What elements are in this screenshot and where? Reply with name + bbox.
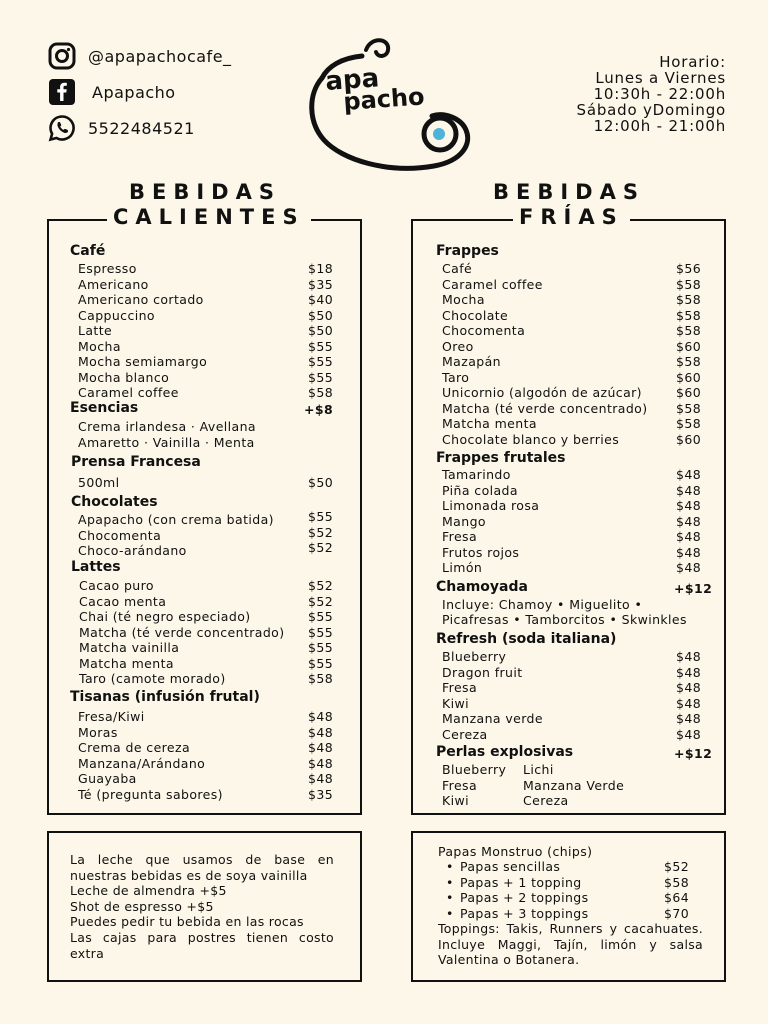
tisana-item-name: Moras	[78, 724, 118, 740]
latte-item-name: Matcha (té verde concentrado)	[79, 624, 285, 640]
refresh-item-name: Fresa	[442, 680, 478, 695]
hot-title-line2: CALIENTES	[107, 205, 311, 229]
section-lattes: Lattes	[71, 559, 121, 575]
tisana-item-price: $35	[308, 786, 334, 802]
refresh-item-name: Manzana verde	[442, 711, 543, 726]
tisana-item-price: $48	[308, 740, 334, 755]
toppings-text: Toppings: Takis, Runners y cacahuates. Incluye Maggi, Tajín, limón y salsa Valentina o Botanera.	[438, 921, 703, 968]
frappe-item-name: Matcha menta	[442, 416, 537, 431]
section-frappes-frutales: Frappes frutales	[436, 450, 566, 466]
frutal-item-name: Frutos rojos	[442, 544, 520, 560]
note-line: Shot de espresso +$5	[70, 898, 214, 914]
facebook-name: Apapacho	[92, 82, 176, 102]
tisana-item-price: $48	[308, 771, 334, 786]
frappe-item-price: $58	[676, 416, 702, 431]
chocolate-item-name: Apapacho (con crema batida)	[78, 512, 274, 527]
cafe-item-price: $55	[308, 369, 334, 385]
frappe-item-name: Mazapán	[442, 354, 501, 369]
cold-title-line2: FRÍAS	[513, 205, 630, 229]
frappe-item-name: Chocolate blanco y berries	[442, 431, 620, 447]
latte-item-price: $52	[308, 593, 334, 609]
perlas-flavor: Fresa	[442, 777, 478, 793]
latte-item-name: Cacao menta	[79, 593, 167, 609]
opening-hours	[577, 54, 726, 134]
latte-item-price: $55	[308, 655, 334, 671]
refresh-item-name: Blueberry	[442, 649, 507, 664]
latte-item-price: $52	[308, 578, 334, 593]
refresh-item-name: Kiwi	[442, 695, 469, 711]
frappe-item-name: Chocolate	[442, 307, 509, 323]
latte-item-price: $55	[308, 624, 334, 640]
cafe-item-name: Mocha blanco	[78, 369, 170, 385]
frutal-item-name: Mango	[442, 513, 486, 529]
esencias-line1: Crema irlandesa · Avellana	[78, 419, 256, 434]
esencias-line2: Amaretto · Vainilla · Menta	[78, 435, 255, 450]
papas-bullet: •	[446, 890, 454, 906]
frutal-item-price: $48	[676, 513, 702, 529]
cafe-item-name: Latte	[78, 323, 113, 338]
tisana-item-name: Manzana/Arándano	[78, 755, 206, 771]
frappe-item-price: $58	[676, 354, 702, 369]
tisana-item-name: Guayaba	[78, 771, 137, 786]
papas-item-name: Papas + 3 toppings	[460, 905, 589, 921]
chamoyada-line1: Incluye: Chamoy • Miguelito •	[442, 597, 643, 612]
frutal-item-price: $48	[676, 467, 702, 482]
frutal-item-name: Fresa	[442, 529, 478, 544]
section-cafe: Café	[70, 243, 106, 259]
frappe-item-price: $58	[676, 276, 702, 292]
section-chamoyada: Chamoyada	[436, 579, 528, 595]
frutal-item-name: Limón	[442, 560, 483, 575]
refresh-item-price: $48	[676, 695, 702, 711]
frutal-item-name: Tamarindo	[442, 467, 511, 482]
phone-number: 5522484521	[88, 118, 195, 138]
instagram-handle: @apapachocafe_	[88, 46, 232, 66]
apapacho-logo	[300, 30, 480, 180]
note-line: Leche de almendra +$5	[70, 883, 227, 899]
frappe-item-name: Café	[442, 261, 473, 276]
cafe-item-price: $50	[308, 323, 334, 338]
cafe-item-name: Americano cortado	[78, 292, 204, 307]
refresh-item-name: Dragon fruit	[442, 664, 523, 680]
logo-text-pacho: pacho	[342, 82, 426, 116]
chocolate-item-name: Chocomenta	[78, 527, 162, 543]
cold-title-line1: BEBIDAS	[493, 180, 645, 204]
frappe-item-price: $60	[676, 369, 702, 385]
hot-drinks-panel	[47, 205, 362, 815]
facebook-link[interactable]	[46, 74, 232, 110]
chamoyada-price: +$12	[674, 581, 713, 596]
latte-item-name: Taro (camote morado)	[79, 671, 226, 686]
papas-item-price: $64	[664, 890, 690, 906]
note-line: Las cajas para postres tienen costo extra	[70, 929, 334, 961]
section-esencias: Esencias	[70, 400, 139, 416]
frappe-item-price: $58	[676, 307, 702, 323]
cafe-item-price: $55	[308, 354, 334, 369]
frutal-item-price: $48	[676, 560, 702, 575]
instagram-icon	[46, 40, 78, 72]
latte-item-name: Chai (té negro especiado)	[79, 609, 251, 624]
frappe-item-name: Mocha	[442, 292, 485, 307]
section-prensa: Prensa Francesa	[71, 454, 201, 470]
cafe-item-name: Mocha	[78, 338, 121, 354]
frappe-item-price: $60	[676, 385, 702, 400]
notes-text	[70, 852, 334, 961]
cafe-item-name: Cappuccino	[78, 307, 155, 323]
hours-weekday-time: 10:30h - 22:00h	[593, 85, 726, 103]
whatsapp-link[interactable]	[46, 110, 232, 146]
cafe-item-name: Caramel coffee	[78, 385, 179, 400]
refresh-item-price: $48	[676, 726, 702, 742]
cafe-item-price: $18	[308, 261, 334, 276]
note-line: Puedes pedir tu bebida en las rocas	[70, 914, 304, 930]
papas-bullet: •	[446, 905, 454, 921]
cafe-item-name: Mocha semiamargo	[78, 354, 208, 369]
latte-item-price: $58	[308, 671, 334, 686]
latte-item-name: Matcha vainilla	[79, 640, 180, 655]
cafe-item-price: $40	[308, 292, 334, 307]
latte-item-price: $55	[308, 640, 334, 655]
frutal-item-name: Limonada rosa	[442, 498, 540, 513]
tisana-item-name: Crema de cereza	[78, 740, 191, 755]
frappe-item-name: Unicornio (algodón de azúcar)	[442, 385, 642, 400]
section-frappes: Frappes	[436, 243, 499, 259]
section-chocolates: Chocolates	[71, 494, 158, 510]
hot-title-line1: BEBIDAS	[129, 180, 281, 204]
papas-item-price: $52	[664, 859, 690, 874]
cafe-item-name: Espresso	[78, 261, 137, 276]
frappe-item-name: Matcha (té verde concentrado)	[442, 400, 648, 416]
chamoyada-line2: Picafresas • Tamborcitos • Skwinkles	[442, 612, 687, 627]
section-tisanas: Tisanas (infusión frutal)	[70, 689, 260, 705]
facebook-icon	[46, 76, 78, 108]
hours-title: Horario:	[659, 53, 726, 71]
papas-item-name: Papas + 1 topping	[460, 874, 582, 890]
hours-weekend-time: 12:00h - 21:00h	[593, 117, 726, 135]
papas-panel	[411, 831, 726, 982]
latte-item-name: Cacao puro	[79, 578, 154, 593]
hours-weekdays: Lunes a Viernes	[595, 69, 726, 87]
perlas-flavor: Lichi	[523, 762, 554, 777]
frutal-item-price: $48	[676, 482, 702, 498]
cafe-item-name: Americano	[78, 276, 149, 292]
section-perlas: Perlas explosivas	[436, 744, 574, 760]
papas-item-price: $58	[664, 874, 690, 890]
frappe-item-name: Caramel coffee	[442, 276, 543, 292]
latte-item-price: $55	[308, 609, 334, 624]
papas-item-name: Papas sencillas	[460, 859, 561, 874]
note-line: La leche que usamos de base en nuestras bebidas es de soya vainilla	[70, 852, 334, 883]
refresh-item-price: $48	[676, 711, 702, 726]
tisana-item-price: $48	[308, 709, 334, 724]
tisana-item-price: $48	[308, 755, 334, 771]
whatsapp-icon	[46, 112, 78, 144]
social-links	[46, 38, 232, 146]
papas-item-name: Papas + 2 toppings	[460, 890, 589, 906]
perlas-price: +$12	[674, 746, 713, 761]
cafe-item-price: $58	[308, 385, 334, 400]
frappe-item-name: Taro	[442, 369, 470, 385]
frappe-item-price: $58	[676, 292, 702, 307]
frutal-item-name: Piña colada	[442, 482, 518, 498]
papas-bullet: •	[446, 859, 454, 874]
frappe-item-price: $58	[676, 400, 702, 416]
frappe-item-price: $58	[676, 323, 702, 338]
latte-item-name: Matcha menta	[79, 655, 174, 671]
perlas-flavor: Kiwi	[442, 793, 469, 808]
cafe-item-price: $35	[308, 276, 334, 292]
milk-notes-panel	[47, 831, 362, 982]
prensa-item-name: 500ml	[78, 475, 120, 490]
chocolate-item-price: $52	[308, 540, 334, 555]
refresh-item-name: Cereza	[442, 726, 488, 742]
frutal-item-price: $48	[676, 498, 702, 513]
cafe-item-price: $50	[308, 307, 334, 323]
frappe-item-price: $56	[676, 261, 702, 276]
prensa-item-price: $50	[308, 475, 334, 490]
refresh-item-price: $48	[676, 680, 702, 695]
papas-title: Papas Monstruo (chips)	[438, 844, 593, 859]
papas-item-price: $70	[664, 905, 690, 921]
papas-bullet: •	[446, 874, 454, 890]
cold-drinks-panel	[411, 205, 726, 815]
frappe-item-name: Chocomenta	[442, 323, 526, 338]
frutal-item-price: $48	[676, 529, 702, 544]
tisana-item-name: Té (pregunta sabores)	[78, 786, 223, 802]
logo-text-apa: apa	[324, 63, 381, 97]
refresh-item-price: $48	[676, 649, 702, 664]
perlas-flavor: Blueberry	[442, 762, 507, 777]
tisana-item-price: $48	[308, 724, 334, 740]
frappe-item-name: Oreo	[442, 338, 474, 354]
frappe-item-price: $60	[676, 338, 702, 354]
section-refresh: Refresh (soda italiana)	[436, 631, 617, 647]
perlas-flavor: Manzana Verde	[523, 777, 625, 793]
instagram-link[interactable]	[46, 38, 232, 74]
chocolate-item-name: Choco-arándano	[78, 543, 187, 558]
perlas-flavor: Cereza	[523, 793, 569, 808]
frutal-item-price: $48	[676, 544, 702, 560]
chocolate-item-price: $52	[308, 524, 334, 540]
frappe-item-price: $60	[676, 431, 702, 447]
tisana-item-name: Fresa/Kiwi	[78, 709, 145, 724]
refresh-item-price: $48	[676, 664, 702, 680]
cafe-item-price: $55	[308, 338, 334, 354]
esencias-price: +$8	[304, 402, 334, 417]
chocolate-item-price: $55	[308, 509, 334, 524]
hours-weekend: Sábado yDomingo	[576, 101, 726, 119]
